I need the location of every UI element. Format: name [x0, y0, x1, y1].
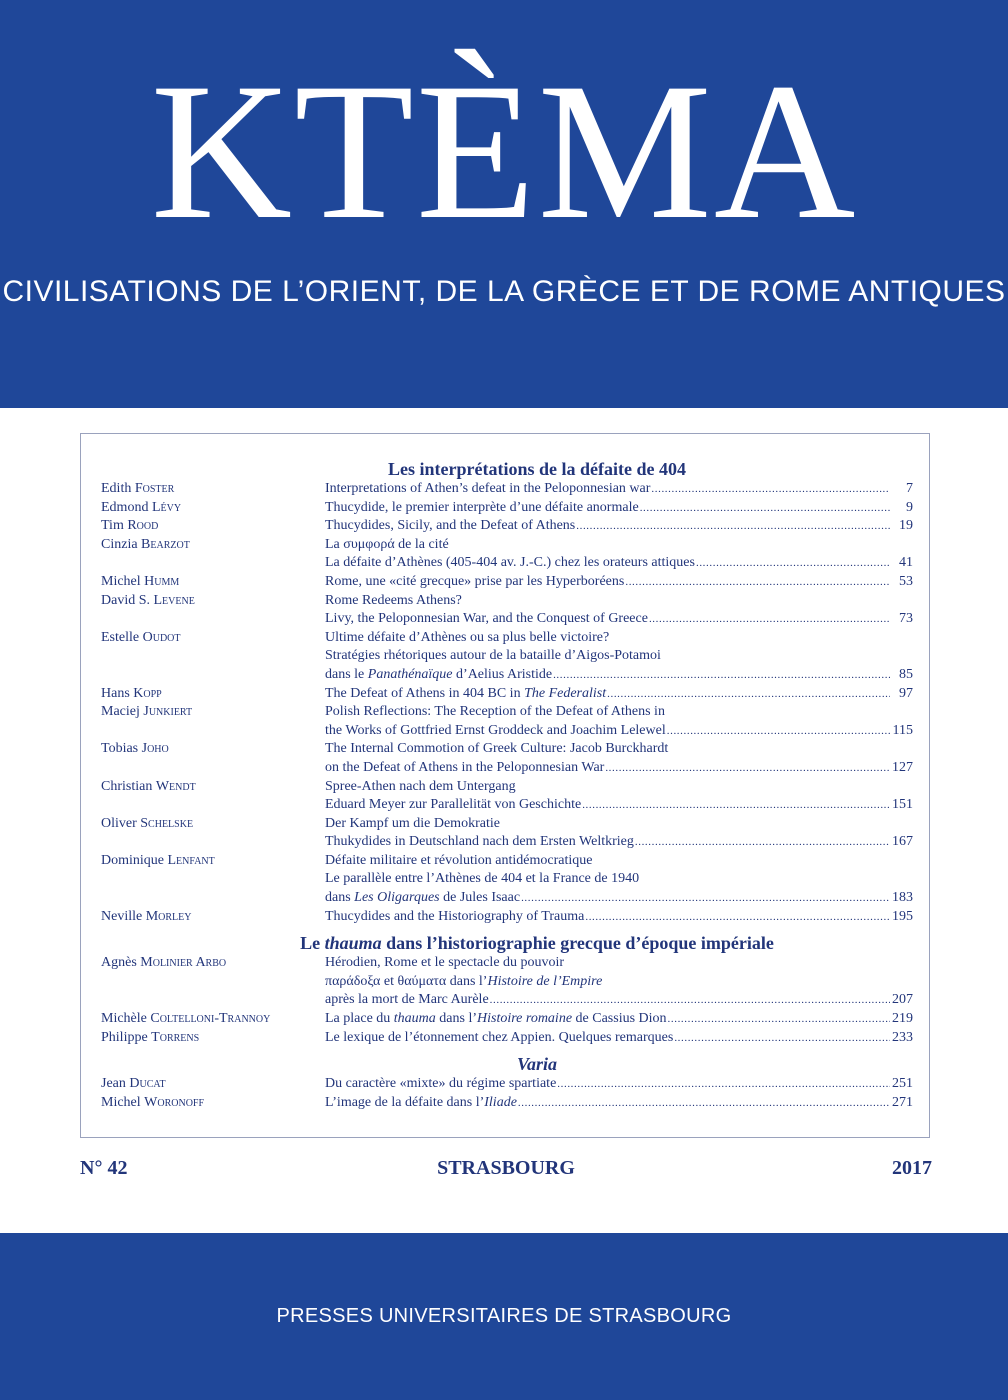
entry-author	[101, 1010, 325, 1029]
title-text: Interpretations of Athen’s defeat in the Peloponnesian war	[325, 481, 651, 496]
title-part: dans	[325, 890, 355, 906]
entry-title	[325, 1075, 913, 1094]
entry-title-line	[325, 647, 913, 666]
table-of-contents	[80, 433, 930, 1138]
entry-author	[101, 517, 325, 536]
author-first-name: Edmond	[101, 499, 149, 515]
author-first-name: Edith	[101, 481, 132, 496]
entry-title-line	[325, 852, 913, 871]
toc-entry	[101, 517, 913, 536]
journal-subtitle: CIVILISATIONS DE L’ORIENT, DE LA GRÈCE ET DE ROME ANTIQUES	[2, 275, 1006, 308]
toc-entry	[101, 740, 913, 777]
title-italic-part: Panathénaïque	[367, 666, 453, 682]
entry-title-line	[325, 759, 913, 778]
dot-leader	[640, 499, 890, 518]
toc-entry	[101, 536, 913, 573]
entry-title-line	[325, 740, 913, 759]
title-text: Ultime défaite d’Athènes ou sa plus belle victoire?	[325, 629, 610, 645]
title-text: on the Defeat of Athens in the Peloponnesian War	[325, 759, 605, 775]
title-text: the Works of Gottfried Ernst Groddeck and Joachim Lelewel	[325, 722, 666, 738]
title-italic-part: thauma	[393, 1011, 436, 1027]
dot-leader	[635, 833, 890, 852]
page-number: 9	[906, 499, 913, 515]
author-last-name: Woronoff	[144, 1094, 205, 1110]
toc-entry	[101, 1010, 913, 1029]
title-text	[325, 666, 552, 685]
author-last-name: Morley	[145, 908, 192, 924]
entry-title-line	[325, 889, 913, 908]
title-text: La συμφορά de la cité	[325, 536, 449, 552]
entry-title-line	[325, 1075, 913, 1094]
title-text: Der Kampf um die Demokratie	[325, 815, 500, 831]
author-last-name: Levene	[153, 592, 195, 608]
author-first-name: Michel	[101, 573, 141, 589]
title-part: The Defeat of Athens in 404 BC in	[325, 685, 525, 701]
entry-author	[101, 536, 325, 573]
title-part: dans l’	[435, 1011, 478, 1027]
author-last-name: Ducat	[129, 1076, 166, 1092]
title-italic-part: Les Oligarques	[354, 890, 440, 906]
entry-title	[325, 499, 913, 518]
entry-title-line	[325, 685, 913, 704]
toc-entry	[101, 629, 913, 685]
dot-leader	[696, 554, 890, 573]
page-number: 127	[892, 759, 913, 775]
entry-author	[101, 778, 325, 815]
title-text: après la mort de Marc Aurèle	[325, 992, 489, 1008]
title-text: Le parallèle entre l’Athènes de 404 et la France de 1940	[325, 871, 640, 887]
dot-leader	[668, 1010, 890, 1029]
entry-author	[101, 499, 325, 518]
author-last-name: Wendt	[155, 778, 196, 794]
author-first-name: Hans	[101, 685, 130, 701]
entry-title-line	[325, 991, 913, 1010]
page-number: 251	[892, 1076, 913, 1092]
author-last-name: Rood	[127, 518, 159, 534]
entry-title-line	[325, 703, 913, 722]
toc-entry	[101, 954, 913, 1010]
issue-number: N° 42	[80, 1157, 128, 1179]
entry-title-line	[325, 517, 913, 536]
entry-title	[325, 573, 913, 592]
title-text: Thucydide, le premier interprète d’une défaite anormale	[325, 499, 639, 515]
entry-author	[101, 1029, 325, 1048]
dot-leader	[607, 685, 890, 704]
page-number: 195	[892, 908, 913, 924]
entry-title-line	[325, 870, 913, 889]
title-italic-part: Iliade	[484, 1094, 517, 1110]
dot-leader	[585, 908, 890, 927]
toc-entry	[101, 908, 913, 927]
publication-year: 2017	[892, 1157, 932, 1179]
page-number: 85	[899, 666, 913, 682]
page-number: 219	[892, 1011, 913, 1027]
page-number: 53	[899, 573, 913, 589]
title-text: Du caractère «mixte» du régime spartiate	[325, 1076, 557, 1092]
title-part: παράδοξα et θαύματα dans l’	[325, 973, 488, 989]
title-text: Spree-Athen nach dem Untergang	[325, 778, 516, 794]
entry-title	[325, 517, 913, 536]
entry-title-line	[325, 1010, 913, 1029]
author-last-name: Lévy	[151, 499, 182, 515]
title-text: La défaite d’Athènes (405-404 av. J.-C.) chez les orateurs attiques	[325, 555, 695, 571]
title-text: Défaite militaire et révolution antidémocratique	[325, 852, 593, 868]
entry-author	[101, 685, 325, 704]
author-first-name: Dominique	[101, 852, 164, 868]
title-text: Eduard Meyer zur Parallelität von Geschichte	[325, 797, 582, 813]
title-part: d’Aelius Aristide	[452, 666, 553, 682]
title-text	[325, 685, 606, 704]
title-text: Thucydides and the Historiography of Trauma	[325, 908, 585, 924]
entry-author	[101, 908, 325, 927]
page-number: 7	[906, 481, 913, 496]
author-first-name: Cinzia	[101, 536, 138, 552]
author-first-name: Tobias	[101, 741, 139, 757]
title-text	[325, 1094, 517, 1113]
author-last-name: Kopp	[133, 685, 162, 701]
toc-entry	[101, 480, 913, 499]
toc-entry	[101, 592, 913, 629]
entry-author	[101, 954, 325, 1010]
publisher-name: PRESSES UNIVERSITAIRES DE STRASBOURG	[276, 1305, 732, 1327]
section-heading-text: Les interprétations de la défaite de 404	[388, 459, 686, 479]
page-number: 151	[892, 797, 913, 813]
dot-leader	[605, 759, 890, 778]
entry-title-line	[325, 666, 913, 685]
entry-title-line	[325, 573, 913, 592]
entry-title-line	[325, 833, 913, 852]
entry-title	[325, 740, 913, 777]
entry-title	[325, 703, 913, 740]
title-text: Thucydides, Sicily, and the Defeat of Athens	[325, 518, 576, 534]
dot-leader	[521, 889, 890, 908]
entry-author	[101, 815, 325, 852]
author-first-name: Jean	[101, 1076, 126, 1092]
author-last-name: Schelske	[140, 815, 194, 831]
toc-entry	[101, 778, 913, 815]
entry-title	[325, 815, 913, 852]
author-first-name: David S.	[101, 592, 150, 608]
entry-author	[101, 629, 325, 685]
publication-city: STRASBOURG	[437, 1157, 575, 1179]
author-first-name: Agnès	[101, 955, 137, 971]
title-text: Livy, the Peloponnesian War, and the Conquest of Greece	[325, 611, 648, 627]
page-number: 207	[892, 992, 913, 1008]
entry-title	[325, 629, 913, 685]
author-first-name: Maciej	[101, 704, 140, 720]
dot-leader	[582, 796, 890, 815]
entry-title	[325, 1029, 913, 1048]
dot-leader	[649, 610, 890, 629]
entry-title-line	[325, 1029, 913, 1048]
entry-title	[325, 778, 913, 815]
cover-footer-band	[0, 1233, 1008, 1400]
entry-title-line	[325, 554, 913, 573]
toc-entry	[101, 703, 913, 740]
title-part: L’image de la défaite dans l’	[325, 1094, 485, 1110]
author-first-name: Estelle	[101, 629, 140, 645]
dot-leader	[557, 1075, 890, 1094]
dot-leader	[576, 517, 890, 536]
entry-title-line	[325, 610, 913, 629]
entry-title-line	[325, 796, 913, 815]
title-text: Polish Reflections: The Reception of the Defeat of Athens in	[325, 704, 665, 720]
entry-title-line	[325, 629, 913, 648]
entry-title-line	[325, 815, 913, 834]
author-first-name: Philippe	[101, 1029, 148, 1045]
section-heading-text: Varia	[516, 1054, 558, 1075]
section-heading-text: dans l’historiographie grecque d’époque impériale	[381, 933, 774, 954]
title-text	[325, 973, 602, 992]
author-last-name: Molinier Arbo	[140, 955, 227, 971]
entry-title-line	[325, 592, 913, 611]
cover-header-band	[0, 0, 1008, 408]
author-first-name: Tim	[101, 518, 124, 534]
title-part: dans le	[325, 666, 368, 682]
entry-title-line	[325, 908, 913, 927]
entry-title	[325, 1010, 913, 1029]
author-first-name: Michèle	[101, 1011, 147, 1027]
journal-title: KTÈMA	[150, 43, 858, 260]
author-first-name: Oliver	[101, 815, 137, 831]
entry-title-line	[325, 722, 913, 741]
section-heading	[101, 458, 913, 480]
entry-author	[101, 592, 325, 629]
entry-title-line	[325, 778, 913, 797]
section-heading	[101, 932, 913, 954]
title-text: Hérodien, Rome et le spectacle du pouvoir	[325, 955, 565, 971]
entry-author	[101, 852, 325, 908]
toc-entry	[101, 499, 913, 518]
entry-title-line	[325, 973, 913, 992]
toc-entry	[101, 815, 913, 852]
toc-entry	[101, 1075, 913, 1094]
title-italic-part: The Federalist	[524, 685, 607, 701]
title-text	[325, 1010, 667, 1029]
title-italic-part: Histoire romaine	[477, 1011, 573, 1027]
author-last-name: Torrens	[151, 1029, 200, 1045]
toc-entry	[101, 1094, 913, 1113]
issue-info-row	[80, 1157, 932, 1183]
entry-title	[325, 592, 913, 629]
dot-leader	[490, 991, 890, 1010]
toc-list	[101, 458, 913, 1112]
title-text: Stratégies rhétoriques autour de la bataille d’Aigos-Potamoi	[325, 648, 661, 664]
author-last-name: Oudot	[142, 629, 181, 645]
author-first-name: Christian	[101, 778, 153, 794]
title-text: Thukydides in Deutschland nach dem Ersten Weltkrieg	[325, 834, 634, 850]
entry-title	[325, 685, 913, 704]
author-last-name: Lenfant	[167, 852, 215, 868]
section-heading-text: thauma	[324, 933, 382, 954]
entry-title-line	[325, 1094, 913, 1113]
entry-title	[325, 536, 913, 573]
toc-entry	[101, 685, 913, 704]
page-number: 233	[892, 1029, 913, 1045]
title-text	[325, 889, 520, 908]
entry-title	[325, 1094, 913, 1113]
dot-leader	[651, 480, 890, 499]
page-number: 41	[899, 555, 913, 571]
author-last-name: Bearzot	[141, 536, 190, 552]
page-number: 183	[892, 890, 913, 906]
entry-author	[101, 703, 325, 740]
author-first-name: Michel	[101, 1094, 141, 1110]
dot-leader	[553, 666, 890, 685]
entry-title	[325, 480, 913, 499]
page-number: 97	[899, 685, 913, 701]
toc-entry	[101, 573, 913, 592]
page-number: 73	[899, 611, 913, 627]
entry-author	[101, 1094, 325, 1113]
dot-leader	[625, 573, 890, 592]
title-part: de Cassius Dion	[572, 1011, 667, 1027]
entry-title	[325, 908, 913, 927]
title-part: de Jules Isaac	[439, 890, 521, 906]
entry-title-line	[325, 499, 913, 518]
page-number: 115	[892, 722, 913, 738]
entry-title-line	[325, 536, 913, 555]
author-last-name: Humm	[144, 573, 180, 589]
entry-author	[101, 1075, 325, 1094]
dot-leader	[674, 1029, 890, 1048]
title-text: Rome Redeems Athens?	[325, 592, 462, 608]
title-italic-part: Histoire de l’Empire	[487, 973, 603, 989]
title-part: La place du	[325, 1011, 394, 1027]
toc-entry	[101, 852, 913, 908]
author-last-name: Coltelloni-Trannoy	[150, 1011, 271, 1027]
author-first-name: Neville	[101, 908, 143, 924]
entry-author	[101, 573, 325, 592]
title-text: Le lexique de l’étonnement chez Appien. Quelques remarques	[325, 1029, 674, 1045]
entry-author	[101, 480, 325, 499]
author-last-name: Foster	[134, 481, 175, 496]
author-last-name: Joho	[141, 741, 169, 757]
section-heading-text: Le	[300, 933, 325, 954]
title-text: Rome, une «cité grecque» prise par les Hyperboréens	[325, 573, 625, 589]
dot-leader	[518, 1094, 890, 1113]
entry-title	[325, 852, 913, 908]
title-text: The Internal Commotion of Greek Culture: Jacob Burckhardt	[325, 741, 669, 757]
dot-leader	[667, 722, 890, 741]
entry-author	[101, 740, 325, 777]
entry-title-line	[325, 954, 913, 973]
page-number: 19	[899, 518, 913, 534]
author-last-name: Junkiert	[143, 704, 193, 720]
page-number: 167	[892, 834, 913, 850]
page-number: 271	[892, 1094, 913, 1110]
entry-title	[325, 954, 913, 1010]
entry-title-line	[325, 480, 913, 499]
toc-entry	[101, 1029, 913, 1048]
section-heading	[101, 1053, 913, 1075]
